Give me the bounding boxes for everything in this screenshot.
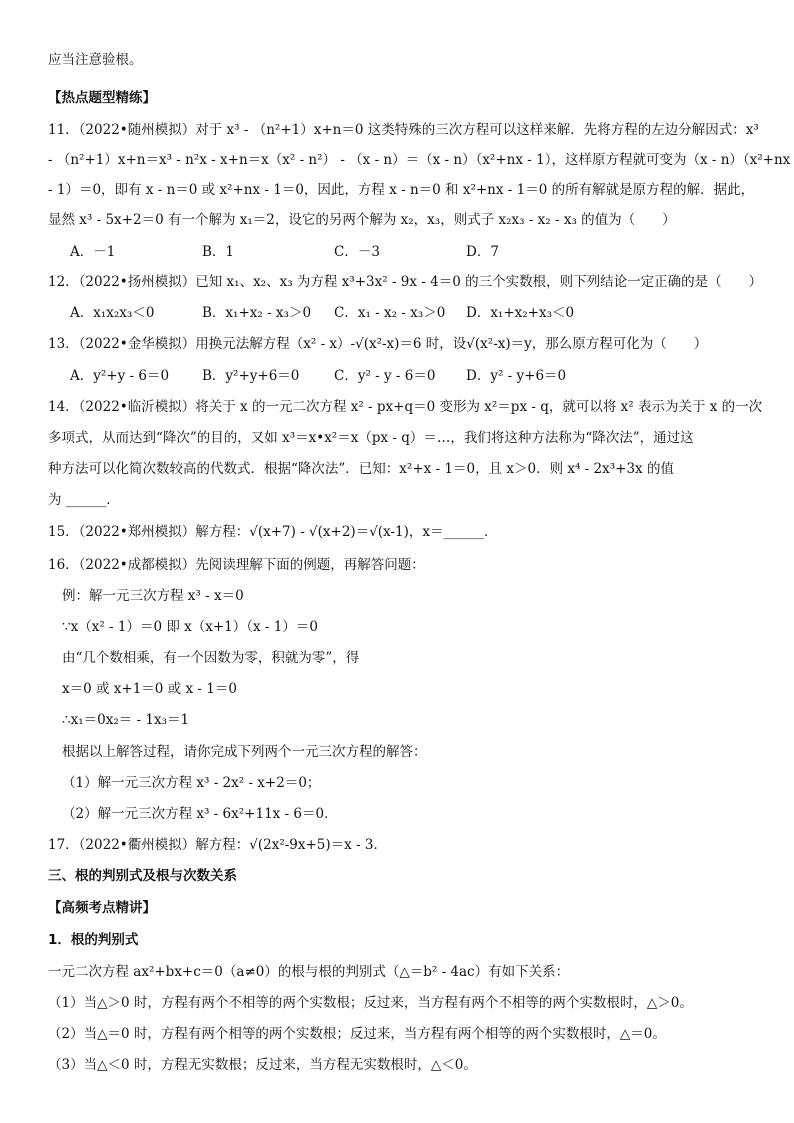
answer-options <box>70 242 754 262</box>
answer-option: A．－1 <box>70 244 116 260</box>
text-line: 由“几个数相乘，有一个因数为零，积就为零”，得 <box>62 650 360 666</box>
text-line: 1．根的判别式 <box>48 932 139 948</box>
answer-option: B．x₁+x₂ - x₃＞0 <box>202 305 312 321</box>
text-line: 【高频考点精讲】 <box>48 900 156 916</box>
text-line: 14．（2022•临沂模拟）将关于 x 的一元二次方程 x² - px+q＝0 变形为 x²＝px - q，就可以将 x² 表示为关于 x 的一次 <box>48 399 763 415</box>
answer-option: C．x₁ - x₂ - x₃＞0 <box>334 305 446 321</box>
text-line: 种方法可以化简次数较高的代数式．根据“降次法”．已知：x²+x - 1＝0，且 x＞0．则 x⁴ - 2x³+3x 的值 <box>48 461 674 477</box>
text-line: 13．（2022•金华模拟）用换元法解方程（x² - x）-√(x²-x)＝6 时，设√(x²-x)＝y，那么原方程可化为（ ） <box>48 336 708 352</box>
answer-options <box>70 366 754 386</box>
text-line: （3）当△＜0 时，方程无实数根；反过来，当方程无实数根时，△＜0。 <box>48 1057 477 1073</box>
answer-option: D．7 <box>466 244 499 260</box>
text-line: 显然 x³ - 5x+2＝0 有一个解为 x₁＝2，设它的另两个解为 x₂，x₃，则式子 x₂x₃ - x₂ - x₃ 的值为（ ） <box>48 212 676 228</box>
text-line: 【热点题型精练】 <box>48 90 156 106</box>
text-line: （2）当△＝0 时，方程有两个相等的两个实数根；反过来，当方程有两个相等的两个实数根时，△＝0。 <box>48 1026 666 1042</box>
text-line: 17．（2022•衢州模拟）解方程：√(2x²-9x+5)＝x - 3． <box>48 837 388 853</box>
text-line: （2）解一元三次方程 x³ - 6x²+11x - 6＝0． <box>62 806 338 822</box>
text-line: ∵x（x² - 1）＝0 即 x（x+1）（x - 1）＝0 <box>62 619 318 635</box>
answer-options <box>70 303 754 323</box>
answer-option: C．y² - y - 6＝0 <box>334 368 436 384</box>
text-line: （1）解一元三次方程 x³ - 2x² - x+2＝0； <box>62 775 321 791</box>
text-line: 一元二次方程 ax²+bx+c＝0（a≠0）的根与根的判别式（△＝b² - 4ac）有如下关系： <box>48 964 570 980</box>
text-line: 根据以上解答过程，请你完成下列两个一元三次方程的解答： <box>62 744 427 760</box>
text-line: 三、根的判别式及根与次数关系 <box>48 868 237 884</box>
text-line: x＝0 或 x+1＝0 或 x - 1＝0 <box>62 681 237 697</box>
answer-option: C．－3 <box>334 244 380 260</box>
text-line: （1）当△＞0 时，方程有两个不相等的两个实数根；反过来，当方程有两个不相等的两个实数根时，△＞0。 <box>48 995 693 1011</box>
text-line: - （n²+1）x+n＝x³ - n²x - x+n＝x（x² - n²） - （x - n）＝（x - n）（x²+nx - 1），这样原方程就可变为（x - n）（x²+nx <box>48 152 791 168</box>
text-line: ∴x₁＝0x₂＝ - 1x₃＝1 <box>62 712 190 728</box>
text-line: 为 ______． <box>48 492 120 508</box>
text-line: 12．（2022•扬州模拟）已知 x₁、x₂、x₃ 为方程 x³+3x² - 9x - 4＝0 的三个实数根，则下列结论一定正确的是（ ） <box>48 274 763 290</box>
answer-option: A．y²+y - 6＝0 <box>70 368 170 384</box>
text-line: - 1）＝0，即有 x - n＝0 或 x²+nx - 1＝0，因此，方程 x - n＝0 和 x²+nx - 1＝0 的所有解就是原方程的解．据此， <box>48 182 755 198</box>
text-line: 16．（2022•成都模拟）先阅读理解下面的例题，再解答问题： <box>48 557 425 573</box>
answer-option: D．x₁+x₂+x₃＜0 <box>466 305 575 321</box>
answer-option: D．y² - y+6＝0 <box>466 368 567 384</box>
answer-option: B．y²+y+6＝0 <box>202 368 300 384</box>
text-line: 例：解一元三次方程 x³ - x＝0 <box>62 588 244 604</box>
text-line: 应当注意验根。 <box>48 52 143 68</box>
text-line: 15．（2022•郑州模拟）解方程：√(x+7) - √(x+2)＝√(x-1)，x＝______． <box>48 524 498 540</box>
answer-option: A．x₁x₂x₃＜0 <box>70 305 155 321</box>
text-line: 11．（2022•随州模拟）对于 x³ - （n²+1）x+n＝0 这类特殊的三次方程可以这样来解．先将方程的左边分解因式：x³ <box>48 122 759 138</box>
answer-option: B．1 <box>202 244 235 260</box>
text-line: 多项式，从而达到“降次”的目的，又如 x³＝x•x²＝x（px - q）＝…，我们将这种方法称为“降次法”，通过这 <box>48 430 694 446</box>
